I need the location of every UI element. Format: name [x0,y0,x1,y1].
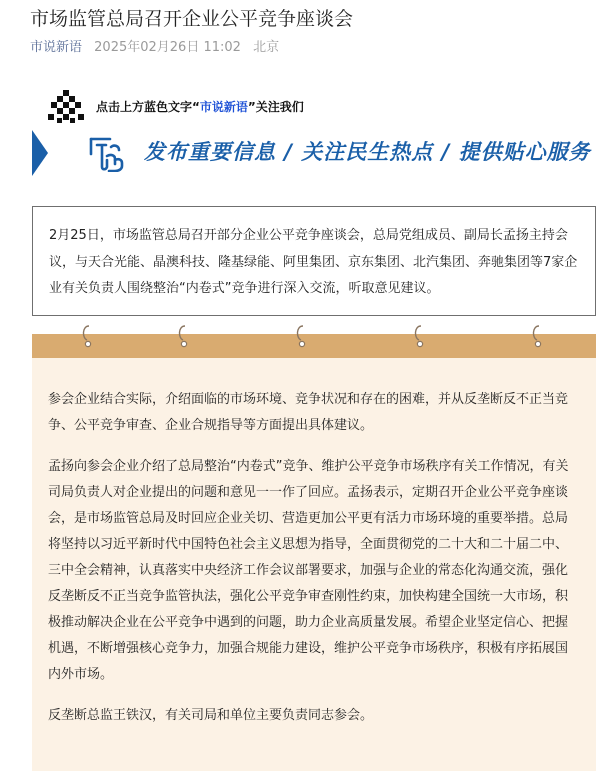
body-paragraph: 孟扬向参会企业介绍了总局整治“内卷式”竞争、维护公平竞争市场秩序有关工作情况，有关司局负责人对企业提出的问题和意见一一作了回应。孟扬表示，定期召开企业公平竞争座谈会，是市场监管总局及时回应企业关切、营造更加公平更有活力市场环境的重要举措。总局将坚持以习近平新时代中国特色社会主义思想为指导，全面贯彻党的二十大和二十届二中、三中全会精神，认真落实中央经济工作会议部署要求，加强与企业的常态化沟通交流，强化反垄断反不正当竞争监管执法，强化公平竞争审查刚性约束，加快构建全国统一大市场，积极推动解决企业在公平竞争中遇到的问题，助力企业高质量发展。希望企业坚定信心、把握机遇，不断增强核心竞争力，加强合规能力建设，维护公平竞争市场秩序，积极有序拓展国内外市场。 [48,459,569,682]
binder-ring-icon [412,322,426,350]
account-link[interactable]: 市说新语 [30,40,83,55]
publish-location: 北京 [253,40,280,55]
body-paragraph: 反垄断总监王铁汉，有关司局和单位主要负责同志参会。 [48,708,374,723]
slogan-banner [32,130,594,176]
binder-ring-icon [294,322,308,350]
body-paragraph: 参会企业结合实际，介绍面临的市场环境、竞争状况和存在的困难，并从反垄断反不正当竞争、公平竞争审查、企业合规指导等方面提出具体建议。 [48,392,569,433]
binder-ring-icon [530,322,544,350]
binder-ring-icon [80,322,94,350]
notebook-tab-strip [32,322,596,358]
binder-ring-icon [176,322,190,350]
follow-prompt [48,90,348,124]
intro-summary: 2月25日，市场监管总局召开部分企业公平竞争座谈会，总局党组成员、副局长孟扬主持会议，与天合光能、晶澳科技、隆基绿能、阿里集团、京东集团、北汽集团、奔驰集团等7家企业有关负责人围绕整治“内卷式”竞争进行深入交流，听取意见建议。 [32,206,596,316]
pointing-hand-icon [88,134,128,172]
follow-suffix: ”关注我们 [247,100,304,114]
publish-date: 2025年02月26日 11:02 [94,40,241,55]
follow-account-link[interactable]: 市说新语 [199,100,248,114]
qr-pattern-icon [48,90,84,124]
article-title: 市场监管总局召开企业公平竞争座谈会 [30,8,354,30]
article-body [32,358,596,771]
banner-slogan: 发布重要信息 / 关注民生热点 / 提供贴心服务 [144,140,591,164]
follow-text [96,99,304,115]
article-meta [30,40,279,56]
follow-prefix: 点击上方蓝色文字“ [96,100,200,114]
chevron-right-icon [32,130,48,176]
tab-bar [32,334,596,358]
